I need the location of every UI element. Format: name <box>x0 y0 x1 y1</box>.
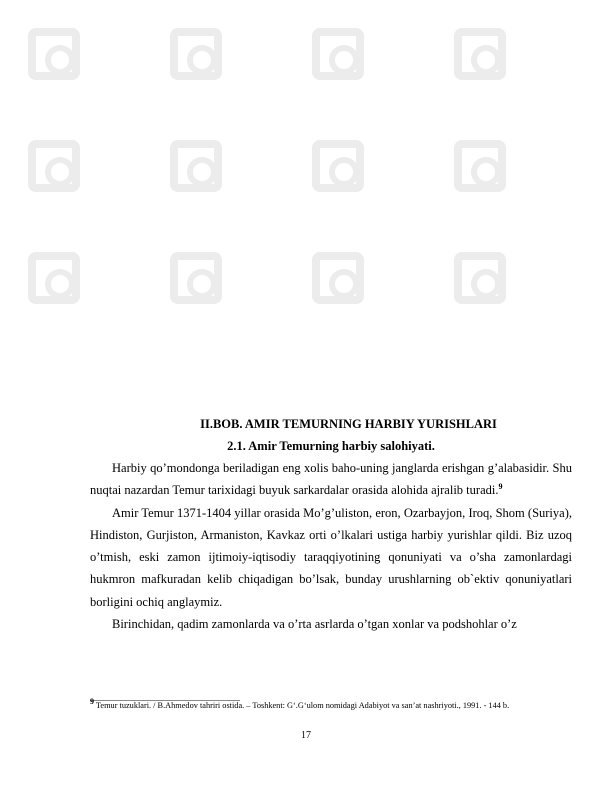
watermark-logo <box>454 140 506 192</box>
main-content <box>90 413 572 635</box>
footnote-text: Temur tuzuklari. / B.Ahmedov tahriri ostida. – Toshkent: G‘.G‘ulom nomidagi Adabiyot va san’at nashriyoti., 1991. - 144 b. <box>94 701 510 710</box>
footnote-reference: 9 <box>498 482 503 492</box>
watermark-logo <box>28 28 80 80</box>
watermark-logo <box>454 28 506 80</box>
paragraph-2: Amir Temur 1371-1404 yillar orasida Mo’g’uliston, eron, Ozarbayjon, Iroq, Shom (Suriya), Hindiston, Gurjiston, Armaniston, Kavkaz orti o’lkalari ustiga harbiy yurishlar qildi. Biz uzoq o’tmish, eski zamon ijtimoiy-iqtisodiy taraqqiyotining qonuniyati va o’sha zamonlardagi hukmron mafkuradan kelib chiqadigan bo’lsak, bunday urushlarning ob`ektiv qonuniyatlari borligini ochiq anglaymiz. <box>90 505 572 609</box>
footnote-marker: 9 <box>90 697 94 707</box>
watermark-logo <box>28 140 80 192</box>
watermark-logo <box>170 140 222 192</box>
watermark-logo <box>312 252 364 304</box>
watermark-logo <box>170 28 222 80</box>
chapter-title: II.BOB. AMIR TEMURNING HARBIY YURISHLARI <box>200 417 497 431</box>
page-number: 17 <box>301 730 311 741</box>
watermark-logo <box>454 252 506 304</box>
paragraph-1-text: Harbiy qo’mondonga beriladigan eng xolis baho-uning janglarda erishgan g’alabasidir. Shu nuqtai nazardan Temur tarixidagi buyuk sarkardalar orasida alohida ajralib turadi. <box>90 461 572 498</box>
watermark-logo <box>312 140 364 192</box>
watermark-logo <box>312 28 364 80</box>
footnote <box>90 697 572 712</box>
paragraph-1 <box>90 457 572 502</box>
section-title: 2.1. Amir Temurning harbiy salohiyati. <box>227 439 435 453</box>
watermark-logo <box>28 252 80 304</box>
paragraph-3: Birinchidan, qadim zamonlarda va o’rta asrlarda o’tgan xonlar va podshohlar o’z <box>112 617 517 632</box>
watermark-logo <box>170 252 222 304</box>
